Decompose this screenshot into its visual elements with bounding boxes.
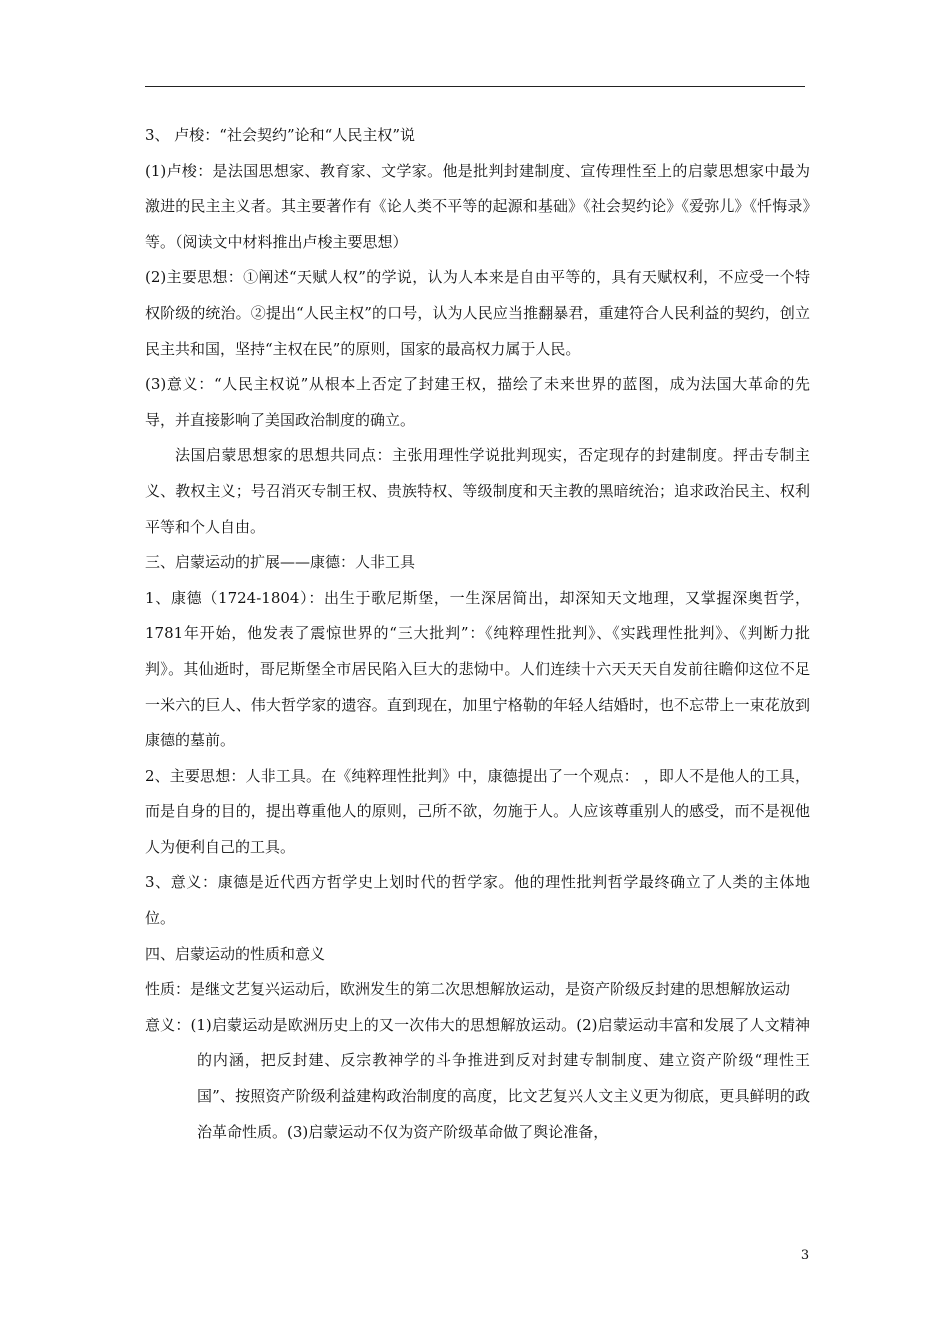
paragraph-rousseau-intro: (1)卢梭：是法国思想家、教育家、文学家。他是批判封建制度、宣传理性至上的启蒙思想家中最为激进的民主主义者。其主要著作有《论人类不平等的起源和基础》《社会契约论》《爱弥儿》《忏悔录》等。（阅读文中材料推出卢梭主要思想）	[145, 161, 810, 251]
paragraph-kant-bio: 1、康德（1724-1804）：出生于歌尼斯堡，一生深居简出，却深知天文地理，又掌握深奥哲学，1781年开始，他发表了震惊世界的“三大批判”：《纯粹理性批判》、《实践理性批判》、《判断力批判》。其仙逝时，哥尼斯堡全市居民陷入巨大的悲恸中。人们连续十六天天天自发前往瞻仰这位不足一米六的巨人、伟大哲学家的遗容。直到现在，加里宁格勒的年轻人结婚时，也不忘带上一束花放到康德的墓前。	[145, 588, 810, 750]
paragraph-kant-ideas: 2、主要思想：人非工具。在《纯粹理性批判》中，康德提出了一个观点： ，即人不是他人的工具，而是自身的目的，提出尊重他人的原则，己所不欲，勿施于人。人应该尊重别人的感受，而不是视他人为便利自己的工具。	[145, 766, 810, 856]
paragraph-rousseau-ideas: (2)主要思想：①阐述“天赋人权”的学说，认为人本来是自由平等的，具有天赋权利，不应受一个特权阶级的统治。②提出“人民主权”的口号，认为人民应当推翻暴君，重建符合人民利益的契约，创立民主共和国，坚持“主权在民”的原则，国家的最高权力属于人民。	[145, 268, 810, 358]
document-body	[145, 118, 810, 1150]
heading-kant: 三、启蒙运动的扩展——康德：人非工具	[145, 553, 416, 572]
paragraph-common-points: 法国启蒙思想家的思想共同点：主张用理性学说批判现实，否定现存的封建制度。抨击专制主义、教权主义；号召消灭专制王权、贵族特权、等级制度和天主教的黑暗统治；追求政治民主、权利平等和个人自由。	[145, 446, 810, 536]
page-number: 3	[800, 1248, 810, 1263]
paragraph-nature: 性质：是继文艺复兴运动后，欧洲发生的第二次思想解放运动，是资产阶级反封建的思想解放运动	[145, 980, 791, 999]
paragraph-rousseau-significance: (3)意义：“人民主权说”从根本上否定了封建王权，描绘了未来世界的蓝图，成为法国大革命的先导，并直接影响了美国政治制度的确立。	[145, 375, 810, 429]
paragraph-significance: 意义：(1)启蒙运动是欧洲历史上的又一次伟大的思想解放运动。(2)启蒙运动丰富和发展了人文精神的内涵，把反封建、反宗教神学的斗争推进到反对封建专制制度、建立资产阶级“理性王国”、按照资产阶级利益建构政治制度的高度，比文艺复兴人文主义更为彻底，更具鲜明的政治革命性质。(3)启蒙运动不仅为资产阶级革命做了舆论准备，	[145, 1015, 810, 1141]
heading-rousseau: 3、 卢梭：“社会契约”论和“人民主权”说	[145, 126, 415, 144]
heading-nature-significance: 四、启蒙运动的性质和意义	[145, 944, 326, 963]
header-rule	[145, 86, 805, 87]
paragraph-kant-significance: 3、意义：康德是近代西方哲学史上划时代的哲学家。他的理性批判哲学最终确立了人类的主体地位。	[145, 873, 810, 928]
